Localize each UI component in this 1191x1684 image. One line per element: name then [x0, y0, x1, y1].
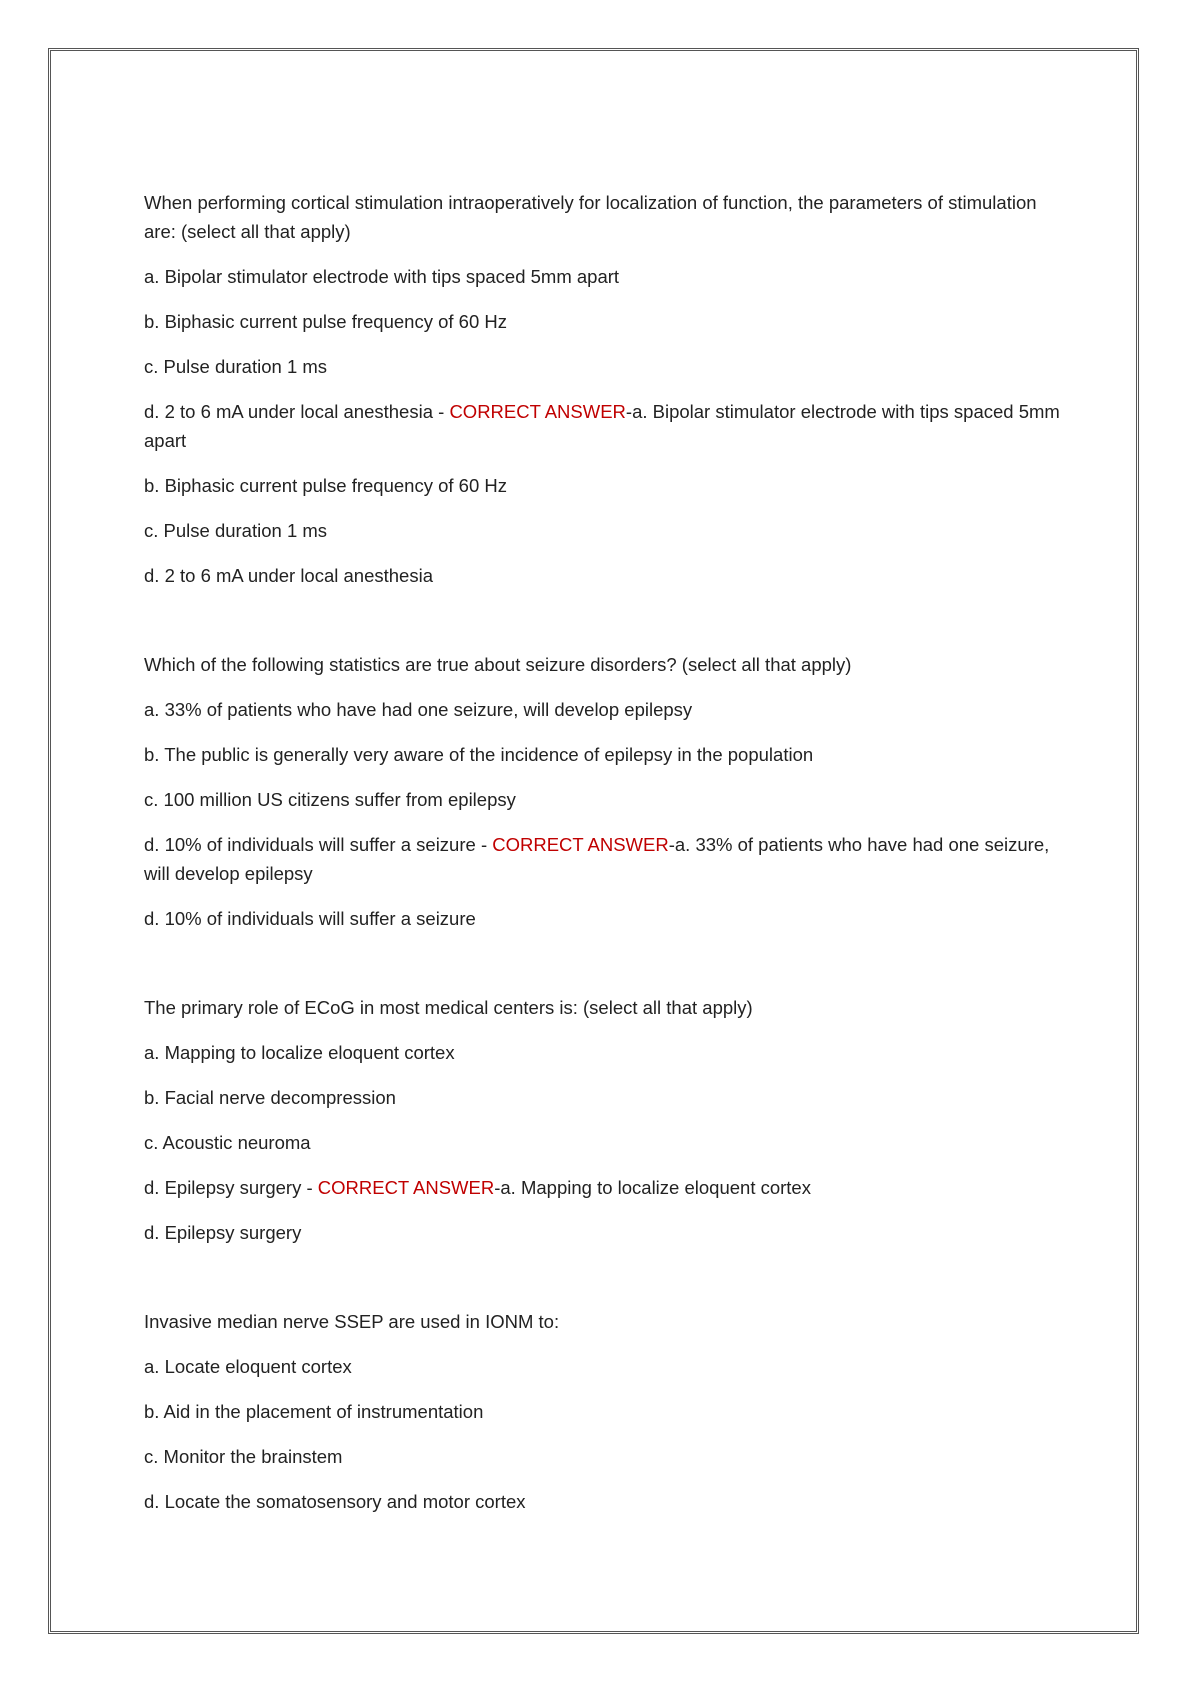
- answer-option: c. Pulse duration 1 ms: [144, 520, 328, 541]
- answer-option: c. 100 million US citizens suffer from epilepsy: [144, 789, 516, 810]
- correct-answer-label: CORRECT ANSWER: [449, 401, 626, 422]
- question-1: [144, 188, 1064, 590]
- answer-option: d. 2 to 6 mA under local anesthesia: [144, 565, 433, 586]
- answer-option: c. Pulse duration 1 ms: [144, 356, 328, 377]
- answer-option: c. Acoustic neuroma: [144, 1132, 311, 1153]
- answer-option: a. Mapping to localize eloquent cortex: [144, 1042, 455, 1063]
- question-stem: Which of the following statistics are true about seizure disorders? (select all that apply): [144, 654, 852, 675]
- correct-answer-label: CORRECT ANSWER: [492, 834, 669, 855]
- question-3: [144, 993, 1064, 1247]
- answer-option: b. Facial nerve decompression: [144, 1087, 396, 1108]
- question-stem: Invasive median nerve SSEP are used in IONM to:: [144, 1311, 560, 1332]
- answer-option: d. Epilepsy surgery: [144, 1222, 302, 1243]
- document-body: [144, 188, 1064, 1532]
- answer-option-with-key: d. Epilepsy surgery - CORRECT ANSWER-a. Mapping to localize eloquent cortex: [144, 1177, 811, 1198]
- question-stem: When performing cortical stimulation intraoperatively for localization of function, the parameters of stimulation are: (select all that apply): [144, 192, 1037, 242]
- answer-option: d. Locate the somatosensory and motor cortex: [144, 1491, 526, 1512]
- answer-option: a. 33% of patients who have had one seizure, will develop epilepsy: [144, 699, 693, 720]
- question-stem: The primary role of ECoG in most medical centers is: (select all that apply): [144, 997, 753, 1018]
- answer-option: d. 10% of individuals will suffer a seizure: [144, 908, 476, 929]
- answer-option: c. Monitor the brainstem: [144, 1446, 343, 1467]
- answer-option: a. Locate eloquent cortex: [144, 1356, 352, 1377]
- answer-option: b. Aid in the placement of instrumentation: [144, 1401, 484, 1422]
- answer-option: b. Biphasic current pulse frequency of 60 Hz: [144, 311, 507, 332]
- question-4: [144, 1307, 1064, 1516]
- correct-answer-label: CORRECT ANSWER: [317, 1177, 495, 1198]
- answer-option-with-key: d. 2 to 6 mA under local anesthesia - CORRECT ANSWER-a. Bipolar stimulator electrode with tips spaced 5mm apart: [144, 401, 1060, 451]
- answer-option-with-key: d. 10% of individuals will suffer a seizure - CORRECT ANSWER-a. 33% of patients who have had one seizure, will develop epilepsy: [144, 834, 1050, 884]
- question-2: [144, 650, 1064, 933]
- answer-option: b. The public is generally very aware of the incidence of epilepsy in the population: [144, 744, 814, 765]
- answer-option: a. Bipolar stimulator electrode with tips spaced 5mm apart: [144, 266, 620, 287]
- answer-option: b. Biphasic current pulse frequency of 60 Hz: [144, 475, 507, 496]
